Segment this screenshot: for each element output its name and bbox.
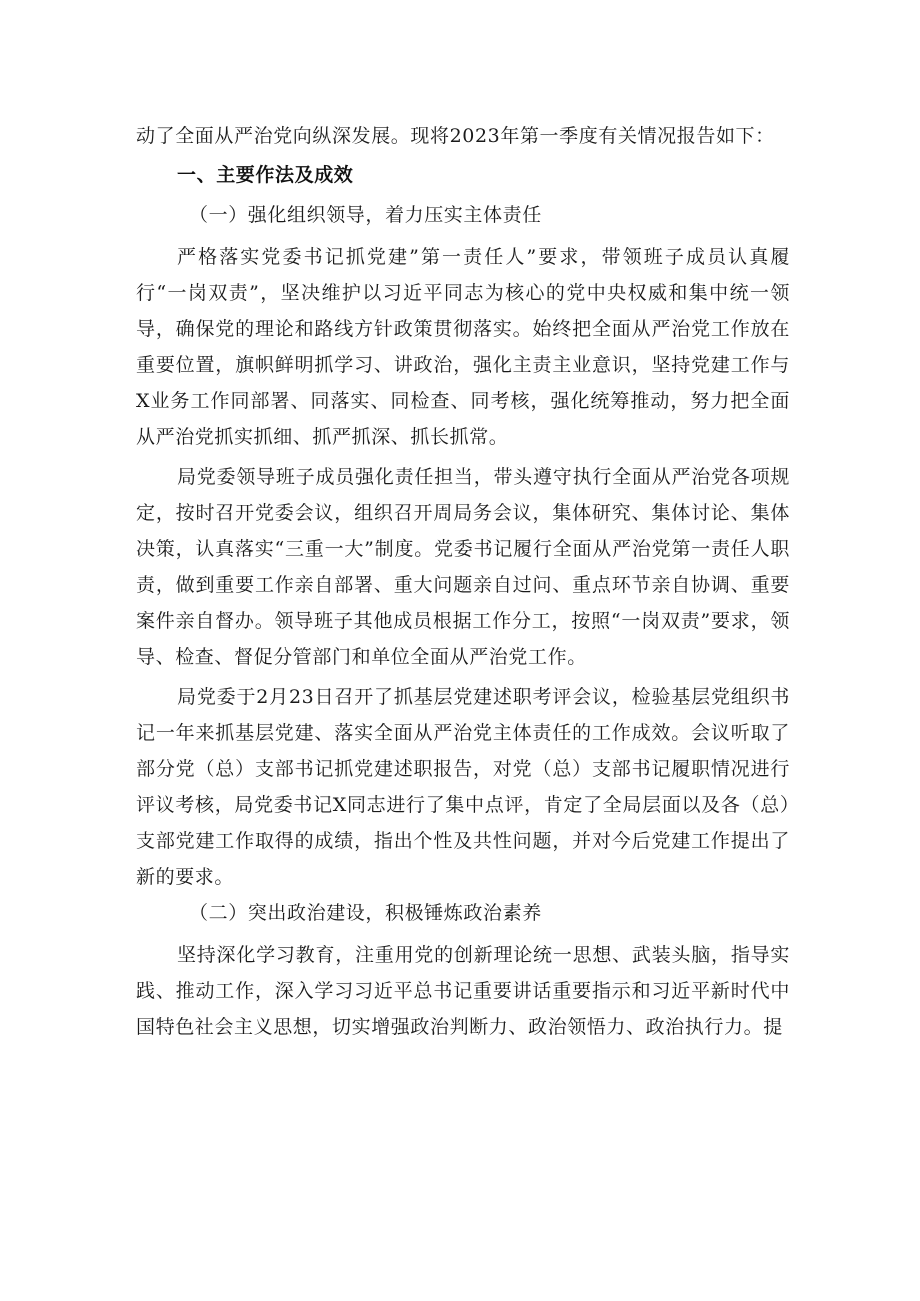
paragraph-leadership-team-duties: 局党委领导班子成员强化责任担当，带头遵守执行全面从严治党各项规定，按时召开党委会议，组织召开周局务会议，集体研究、集体讨论、集体决策，认真落实“三重一大”制度。党委书记履行全面从严治党第一责任人职责，做到重要工作亲自部署、重大问题亲自过问、重点环节亲自协调、重要案件亲自督办。领导班子其他成员根据工作分工，按照“一岗双责”要求，领导、检查、督促分管部门和单位全面从严治党工作。 xyxy=(136,466,790,668)
paragraph-party-secretary-responsibility: 严格落实党委书记抓党建”第一责任人”要求，带领班子成员认真履行“一岗双责”，坚决维护以习近平同志为核心的党中央权威和集中统一领导，确保党的理论和路线方针政策贯彻落实。始终把全面从严治党工作放在重要位置，旗帜鲜明抓学习、讲政治，强化主责主业意识，坚持党建工作与X业务工作同部署、同落实、同检查、同考核，强化统筹推动，努力把全面从严治党抓实抓细、抓严抓深、抓长抓常。 xyxy=(136,246,790,448)
opening-paragraph: 动了全面从严治党向纵深发展。现将2023年第一季度有关情况报告如下： xyxy=(136,125,775,147)
paragraph-grassroots-review-meeting: 局党委于2月23日召开了抓基层党建述职考评会议，检验基层党组织书记一年来抓基层党建、落实全面从严治党主体责任的工作成效。会议听取了部分党（总）支部书记抓党建述职报告，对党（总）支部书记履职情况进行评议考核，局党委书记X同志进行了集中点评，肯定了全局层面以及各（总）支部党建工作取得的成绩，指出个性及共性问题，并对今后党建工作提出了新的要求。 xyxy=(136,686,790,888)
section-heading-main-practices: 一、主要作法及成效 xyxy=(177,164,354,186)
subsection-heading-political-building: （二）突出政治建设，积极锤炼政治素养 xyxy=(189,902,542,924)
document-body xyxy=(136,118,790,1045)
subsection-heading-organization-leadership: （一）强化组织领导，着力压实主体责任 xyxy=(189,204,542,226)
paragraph-study-education: 坚持深化学习教育，注重用党的创新理论统一思想、武装头脑，指导实践、推动工作，深入学习习近平总书记重要讲话重要指示和习近平新时代中国特色社会主义思想，切实增强政治判断力、政治领悟力、政治执行力。提 xyxy=(136,944,790,1038)
